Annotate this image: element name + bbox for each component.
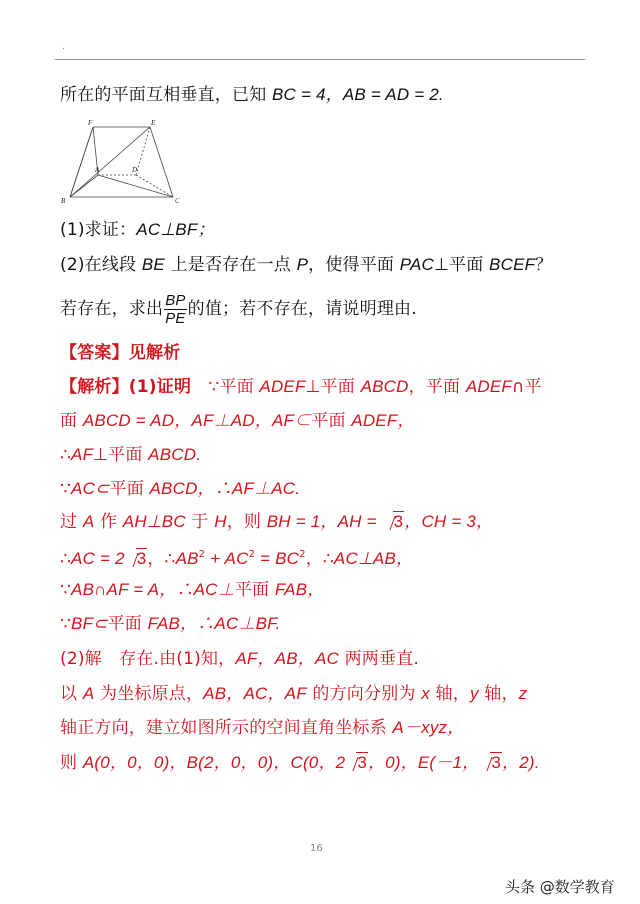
solution-line-9: (2)解 存在.由(1)知，AF，AB，AC 两两垂直. bbox=[60, 649, 420, 669]
solution-line-10: 以 A 为坐标原点，AB，AC，AF 的方向分别为 x 轴，y 轴，z bbox=[60, 684, 528, 704]
geometry-figure bbox=[58, 115, 188, 210]
problem-line-1: 所在的平面互相垂直，已知 BC = 4，AB = AD = 2. bbox=[60, 85, 444, 105]
question-1: (1)求证：AC⊥BF； bbox=[60, 220, 215, 240]
header-rule bbox=[55, 59, 585, 60]
header-dot: . bbox=[62, 42, 65, 52]
watermark: 头条 @数学教育 bbox=[505, 878, 615, 896]
solution-line-8: ∵BF⊂平面 FAB，∴AC⊥BF. bbox=[60, 614, 281, 634]
question-2-continued: 若存在，求出 $\frac{BP}{PE}$ 的值；若不存在，请说明理由. bbox=[60, 291, 417, 327]
page-number: 16 bbox=[310, 843, 323, 854]
label-A: A bbox=[95, 166, 100, 174]
solution-line-1: 【解析】(1)证明 ∵平面 ADEF⊥平面 ABCD，平面 ADEF∩平 bbox=[60, 377, 542, 397]
solution-line-3: ∴AF⊥平面 ABCD. bbox=[60, 445, 202, 465]
sqrt-symbol: 3 bbox=[126, 548, 148, 570]
label-E: E bbox=[151, 119, 156, 127]
fraction-bp-pe: $\frac{BP}{PE}$ bbox=[165, 291, 186, 327]
label-F: F bbox=[88, 119, 93, 127]
label-B: B bbox=[61, 197, 66, 205]
solution-line-2: 面 ABCD = AD，AF⊥AD，AF⊂平面 ADEF， bbox=[60, 411, 415, 431]
label-D: D bbox=[132, 166, 138, 174]
solution-line-5: 过 A 作 AH⊥BC 于 H，则 BH = 1，AH = 3，CH = 3， bbox=[60, 512, 494, 532]
solution-line-4: ∵AC⊂平面 ABCD，∴AF⊥AC. bbox=[60, 479, 301, 499]
sqrt-symbol: 3 bbox=[346, 752, 368, 774]
answer-label: 【答案】见解析 bbox=[60, 343, 181, 363]
sqrt-symbol: 3 bbox=[383, 511, 405, 533]
solution-line-6: ∴AC = 2 3，$\therefore AB^2 + AC^2 = BC^2$，∴AC⊥AB， bbox=[60, 549, 414, 569]
question-2: (2)在线段 BE 上是否存在一点 P，使得平面 PAC⊥平面 BCEF？ bbox=[60, 255, 553, 275]
solution-line-11: 轴正方向，建立如图所示的空间直角坐标系 A－xyz， bbox=[60, 718, 465, 738]
solution-line-7: ∵AB∩AF = A，∴AC⊥平面 FAB， bbox=[60, 580, 325, 600]
label-C: C bbox=[175, 197, 180, 205]
solution-line-12: 则 A(0，0，0)，B(2，0，0)，C(0，2 3，0)，E(－1， 3，2). bbox=[60, 753, 540, 773]
sqrt-symbol: 3 bbox=[480, 752, 502, 774]
